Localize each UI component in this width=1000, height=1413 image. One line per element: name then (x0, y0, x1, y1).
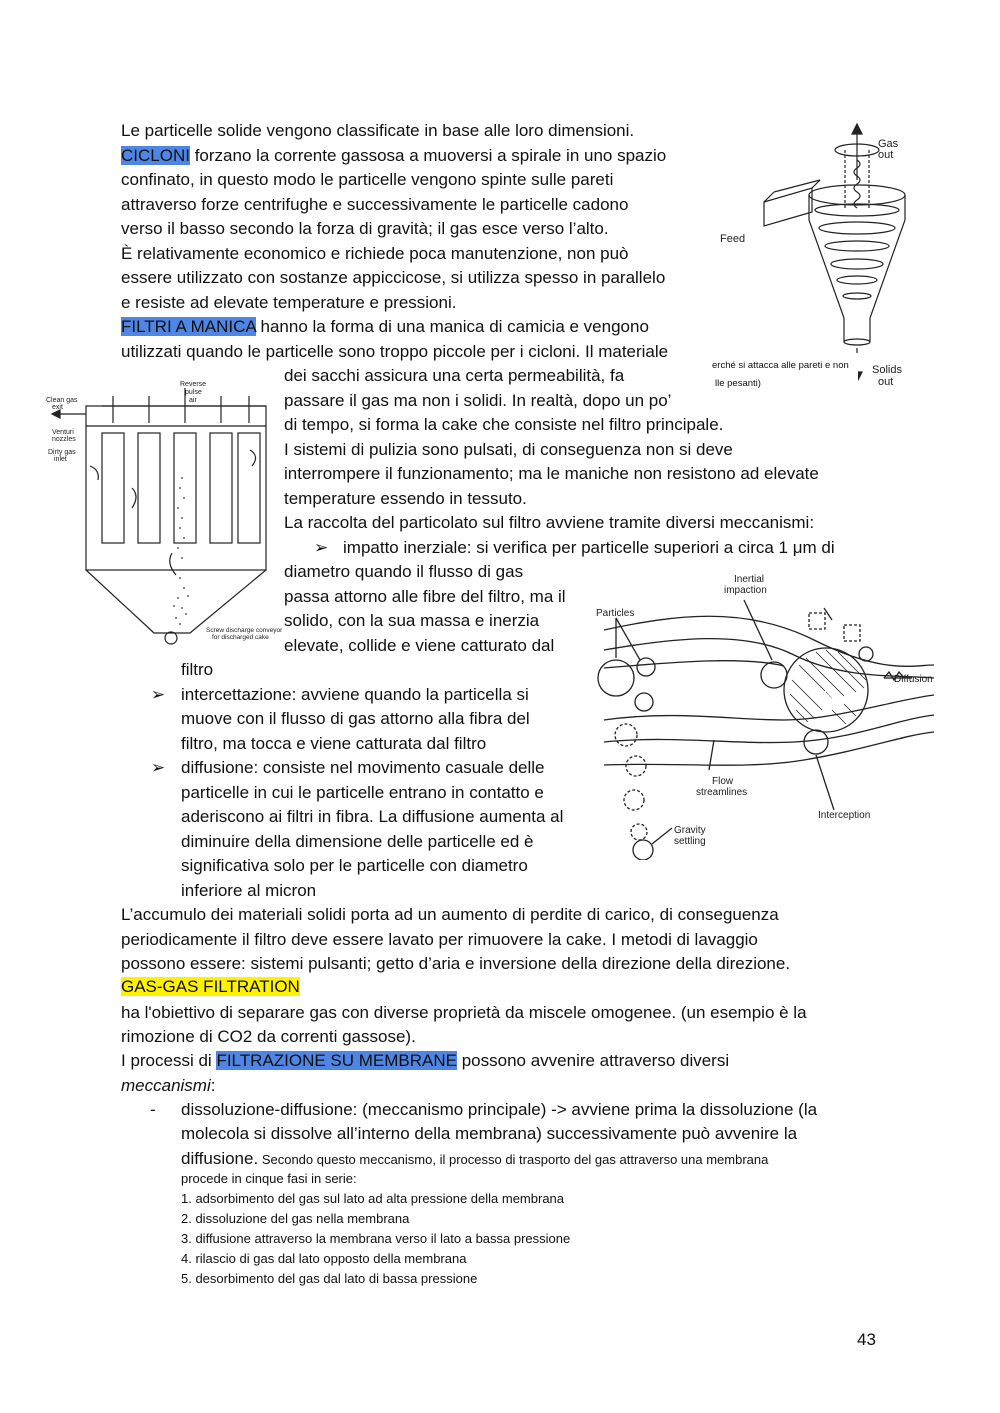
text-line: filtro, ma tocca e viene catturata dal filtro (181, 734, 487, 753)
dirty-gas-label: inlet (54, 456, 67, 463)
arrow-bullet: ➢ (151, 685, 166, 704)
dash-bullet: - (150, 1100, 156, 1119)
arrow-bullet: ➢ (314, 538, 329, 557)
text-line: solido, con la sua massa e inerzia (284, 611, 540, 630)
text-line: e resiste ad elevate temperature e pressioni. (121, 293, 457, 312)
text-line: diffusione: consiste nel movimento casuale delle (181, 758, 545, 777)
reverse-pulse-label: Reverse (180, 381, 207, 388)
text-line-small: procede in cinque fasi in serie: (181, 1171, 357, 1186)
text-line: Le particelle solide vengono classificate in base alle loro dimensioni. (121, 121, 635, 140)
baghouse-diagram (42, 378, 282, 654)
reverse-pulse-label: pulse (185, 389, 202, 396)
highlight-filtri-a-manica: FILTRI A MANICA (121, 317, 256, 336)
text-line: inferiore al micron (181, 881, 317, 900)
inertial-impaction-label: Inertial (734, 574, 765, 585)
flow-streamlines-label: Flow (712, 776, 734, 787)
list-item: 4. rilascio di gas dal lato opposto della membrana (181, 1251, 467, 1266)
highlight-cicloni: CICLONI (121, 146, 190, 165)
list-item: 1. adsorbimento del gas sul lato ad alta pressione della membrana (181, 1191, 565, 1206)
text-line: passa attorno alle fibre del filtro, ma il (284, 587, 566, 606)
text-line: passare il gas ma non i solidi. In realtà, dopo un po’ (284, 391, 672, 410)
gas-out-label: Gas (878, 138, 899, 150)
text-line (121, 315, 649, 339)
cyclone-diagram (712, 120, 932, 392)
overlay-text: lle pesanti) (715, 378, 761, 389)
text-span: I processi di (121, 1051, 217, 1070)
gravity-settling-label: Gravity (674, 825, 706, 836)
text-line: confinato, in questo modo le particelle vengono spinte sulle pareti (121, 170, 614, 189)
text-line: particelle in cui le particelle entrano in contatto e (181, 783, 544, 802)
text-line: utilizzati quando le particelle sono troppo piccole per i cicloni. Il materiale (121, 342, 669, 361)
fiber-filtration-diagram (594, 570, 934, 860)
text-line: I sistemi di pulizia sono pulsati, di conseguenza non si deve (284, 440, 733, 459)
screw-label: Screw discharge conveyor (206, 627, 282, 634)
text-line (121, 975, 300, 999)
text-line: dei sacchi assicura una certa permeabilità, fa (284, 366, 625, 385)
diffusion-label: Diffusion (894, 674, 933, 685)
highlight-filtrazione-su-membrane: FILTRAZIONE SU MEMBRANE (216, 1051, 457, 1070)
reverse-pulse-label: air (189, 397, 197, 404)
text-line: dissoluzione-diffusione: (meccanismo principale) -> avviene prima la dissoluzione (la (181, 1100, 818, 1119)
text-line: intercettazione: avviene quando la particella si (181, 685, 529, 704)
clean-gas-label: exit (52, 404, 63, 411)
solids-out-label: out (878, 376, 894, 388)
overlay-text: erché si attacca alle pareti e non (712, 360, 849, 371)
text-line: impatto inerziale: si verifica per particelle superiori a circa 1 μm di (343, 538, 835, 557)
highlight-gas-gas-filtration: GAS-GAS FILTRATION (121, 977, 300, 996)
text-line: di tempo, si forma la cake che consiste nel filtro principale. (284, 415, 724, 434)
text-line: rimozione di CO2 da correnti gassose). (121, 1027, 416, 1046)
text-line: muove con il flusso di gas attorno alla fibra del (181, 709, 530, 728)
text-line: filtro (181, 660, 214, 679)
italic-meccanismi: meccanismi (121, 1076, 211, 1095)
feed-label: Feed (720, 233, 746, 245)
text-line: diametro quando il flusso di gas (284, 562, 524, 581)
text-span: diffusione. (181, 1149, 259, 1168)
text-line (121, 1049, 729, 1073)
text-span: possono avvenire attraverso diversi (456, 1051, 730, 1070)
text-line: attraverso forze centrifughe e successivamente le particelle cadono (121, 195, 629, 214)
text-line: elevate, collide e viene catturato dal (284, 636, 555, 655)
fiber-label: Fiber (816, 690, 839, 701)
text-line: essere utilizzato con sostanze appiccicose, si utilizza spesso in parallelo (121, 268, 666, 287)
arrow-bullet: ➢ (151, 758, 166, 777)
text-line: La raccolta del particolato sul filtro avviene tramite diversi meccanismi: (284, 513, 815, 532)
text-line: possono essere: sistemi pulsanti; getto d’aria e inversione della direzione della direzione. (121, 954, 791, 973)
text-line: ha l'obiettivo di separare gas con diverse proprietà da miscele omogenee. (un esempio è la (121, 1003, 807, 1022)
text-line: aderiscono ai filtri in fibra. La diffusione aumenta al (181, 807, 564, 826)
gas-out-label: out (878, 149, 894, 161)
flow-streamlines-label: streamlines (696, 787, 748, 798)
venturi-label: Venturi (52, 429, 74, 436)
text-line: temperature essendo in tessuto. (284, 489, 527, 508)
dirty-gas-label: Dirty gas (48, 449, 76, 456)
text-span: forzano la corrente gassosa a muoversi a spirale in uno spazio (189, 146, 667, 165)
list-item: 3. diffusione attraverso la membrana verso il lato a bassa pressione (181, 1231, 571, 1246)
text-line (121, 1074, 215, 1098)
venturi-label: nozzles (52, 436, 76, 443)
solids-out-label: Solids (872, 364, 902, 376)
text-line (121, 144, 666, 168)
inertial-impaction-label: impaction (724, 585, 767, 596)
screw-label: for discharged cake (212, 634, 269, 641)
text-line: È relativamente economico e richiede poca manutenzione, non può (121, 244, 629, 263)
text-line: diminuire della dimensione delle particelle ed è (181, 832, 534, 851)
text-line: periodicamente il filtro deve essere lavato per rimuovere la cake. I metodi di lavaggio (121, 930, 758, 949)
list-item: 2. dissoluzione del gas nella membrana (181, 1211, 410, 1226)
text-span: : (210, 1076, 216, 1095)
text-span: hanno la forma di una manica di camicia e vengono (255, 317, 649, 336)
clean-gas-label: Clean gas (46, 397, 78, 404)
text-line: molecola si dissolve all’interno della membrana) successivamente può avvenire la (181, 1124, 798, 1143)
page-number: 43 (857, 1330, 876, 1349)
text-line: L’accumulo dei materiali solidi porta ad un aumento di perdite di carico, di conseguenza (121, 905, 779, 924)
gravity-settling-label: settling (674, 836, 706, 847)
text-line: interrompere il funzionamento; ma le maniche non resistono ad elevate (284, 464, 819, 483)
text-span-small: Secondo questo meccanismo, il processo di trasporto del gas attraverso una membrana (258, 1152, 769, 1167)
interception-label: Interception (818, 810, 871, 821)
list-item: 5. desorbimento del gas dal lato di bassa pressione (181, 1271, 478, 1286)
particles-label: Particles (596, 608, 635, 619)
text-line: significativa solo per le particelle con diametro (181, 856, 528, 875)
text-line: verso il basso secondo la forza di gravità; il gas esce verso l’alto. (121, 219, 609, 238)
